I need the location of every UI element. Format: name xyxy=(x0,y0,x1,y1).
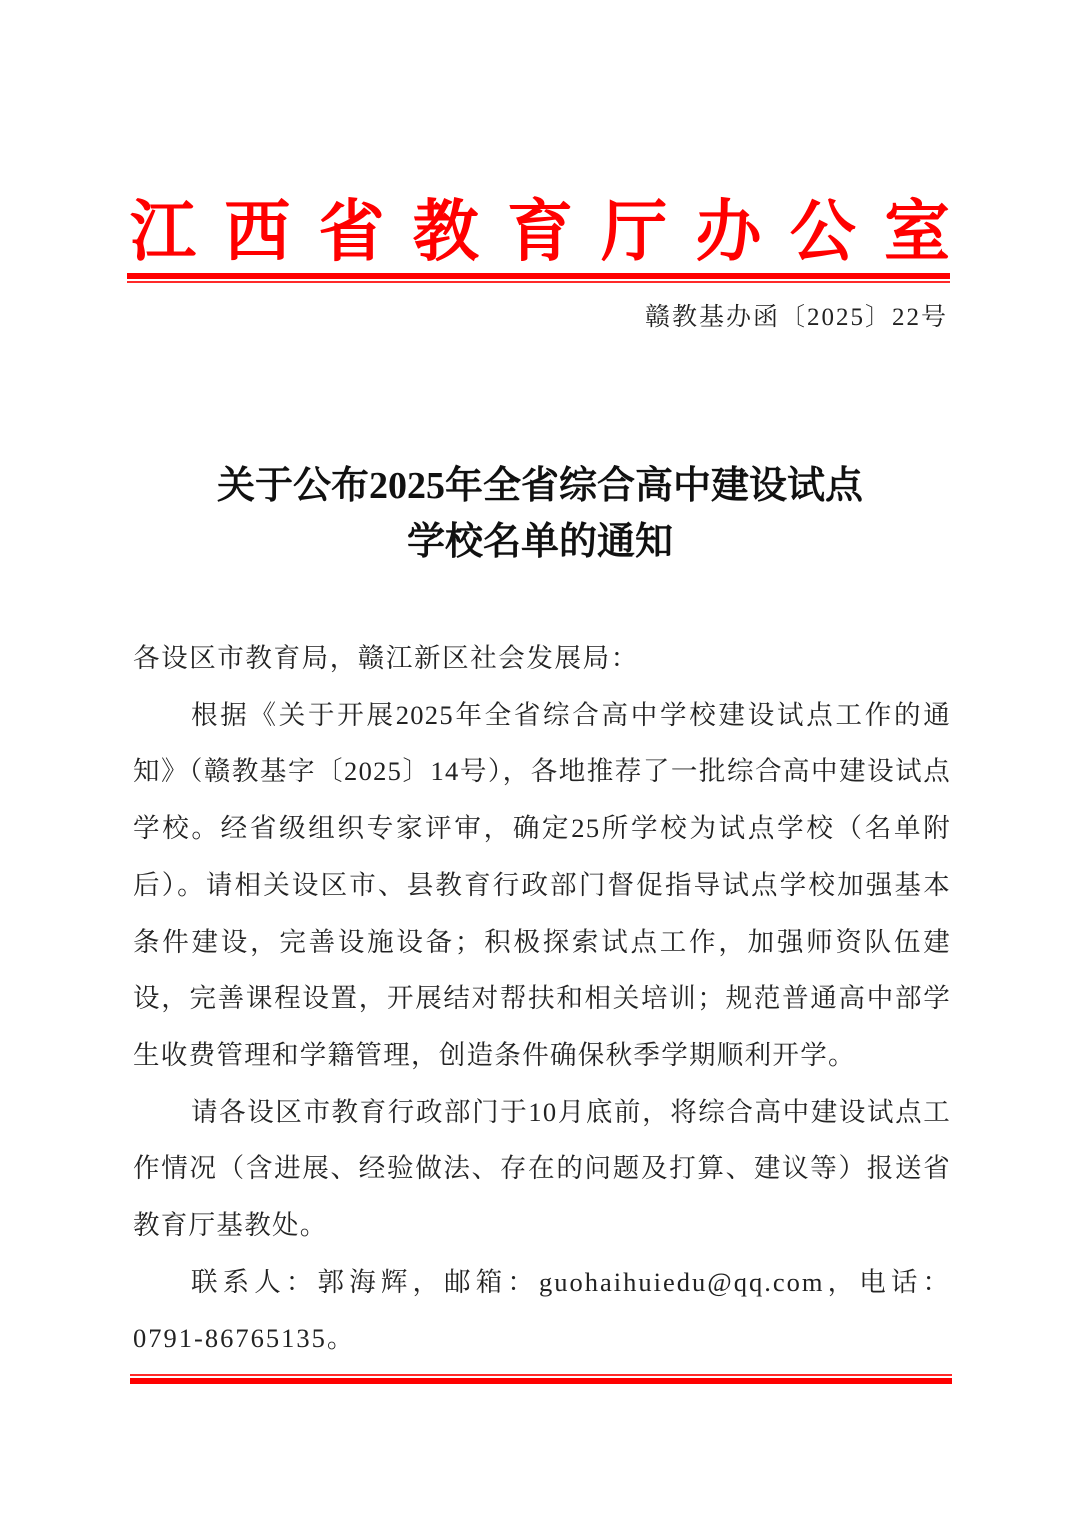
divider-thin-line xyxy=(127,281,950,283)
org-char: 教 xyxy=(412,191,479,271)
salutation: 各设区市教育局，赣江新区社会发展局： xyxy=(133,643,639,673)
org-char: 公 xyxy=(789,191,856,271)
document-title-line-2: 学校名单的通知 xyxy=(406,521,673,563)
body-paragraph-2: 请各设区市教育行政部门于10月底前，将综合高中建设试点工作情况（含进展、经验做法、存在的问题及打算、建议等）报送省教育厅基教处。 xyxy=(133,1096,951,1241)
document-title-line-1: 关于公布2025年全省综合高中建设试点 xyxy=(216,465,863,507)
red-header-divider xyxy=(127,273,950,284)
org-char: 厅 xyxy=(601,191,668,271)
org-char: 办 xyxy=(695,191,762,271)
divider-thin-line xyxy=(130,1374,952,1376)
org-char: 育 xyxy=(507,191,573,271)
document-body xyxy=(133,630,951,1367)
body-paragraph-1: 根据《关于开展2025年全省综合高中学校建设试点工作的通知》（赣教基字〔2025〕14号），各地推荐了一批综合高中建设试点学校。经省级组织专家评审，确定25所学校为试点学校（名单附后）。请相关设区市、县教育行政部门督促指导试点学校加强基本条件建设，完善设施设备；积极探索试点工作，加强师资队伍建设，完善课程设置，开展结对帮扶和相关培训；规范普通高中部学生收费管理和学籍管理，创造条件确保秋季学期顺利开学。 xyxy=(133,699,951,1070)
issuing-organization-header xyxy=(128,192,952,270)
divider-thick-line xyxy=(130,1378,952,1384)
org-char: 省 xyxy=(318,191,385,271)
document-number: 赣教基办函〔2025〕22号 xyxy=(644,304,948,331)
contact-paragraph: 联系人：郭海辉，邮箱：guohaihuiedu@qq.com，电话：0791-86765135。 xyxy=(133,1266,951,1354)
divider-thick-line xyxy=(127,273,950,279)
red-footer-divider xyxy=(130,1374,952,1384)
org-char: 室 xyxy=(884,191,950,271)
org-char: 西 xyxy=(224,191,291,271)
org-char: 江 xyxy=(130,191,196,271)
